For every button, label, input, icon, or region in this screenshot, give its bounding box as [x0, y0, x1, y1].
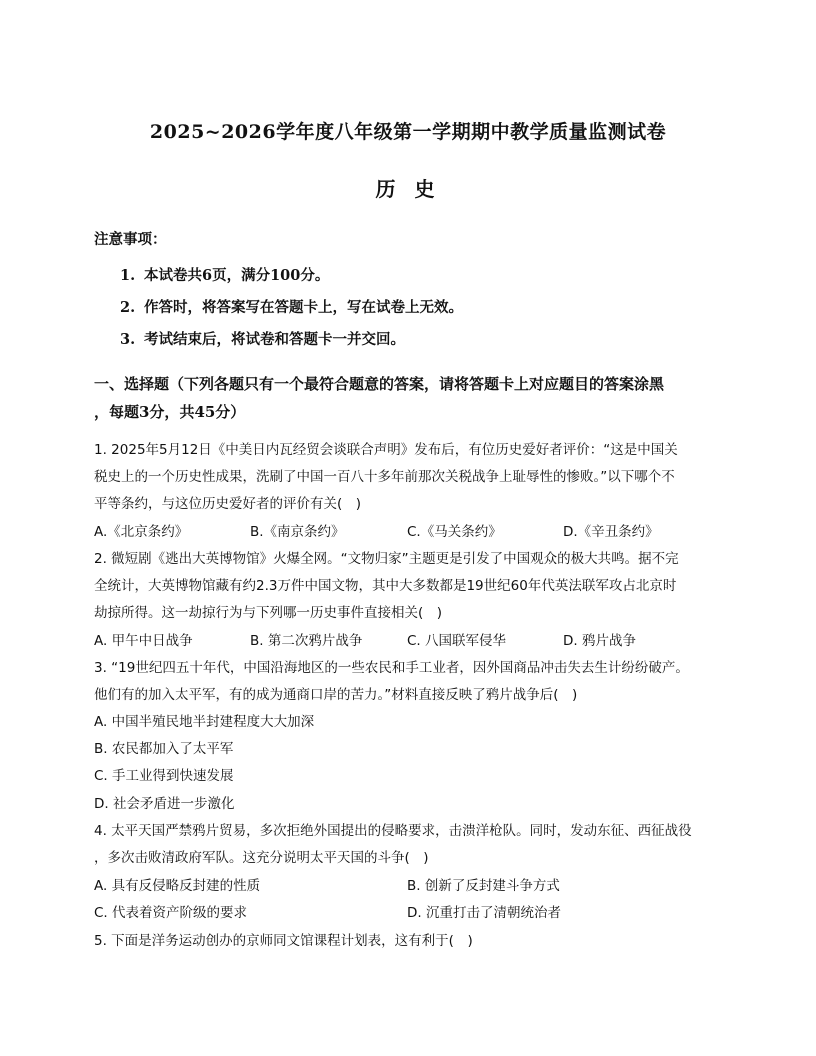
question-3-option-d: D. 社会矛盾进一步激化 — [94, 796, 235, 812]
question-4-text: ，多次击败清政府军队。这充分说明太平天国的斗争( ) — [94, 850, 429, 866]
question-2-text: 劫掠所得。这一劫掠行为与下列哪一历史事件直接相关( ) — [94, 605, 443, 621]
notice-item-number: 3. — [120, 331, 136, 348]
question-1-option-b: B.《南京条约》 — [250, 524, 345, 540]
exam-title: 2025~2026学年度八年级第一学期期中教学质量监测试卷 — [149, 121, 667, 143]
question-4-text: 4. 太平天国严禁鸦片贸易，多次拒绝外国提出的侵略要求，击溃洋枪队。同时，发动东征、西征战役 — [94, 823, 692, 839]
question-3-option-a: A. 中国半殖民地半封建程度大大加深 — [94, 714, 315, 730]
question-5-text: 5. 下面是洋务运动创办的京师同文馆课程计划表，这有利于( ) — [94, 933, 473, 949]
question-2-text: 全统计，大英博物馆藏有约2.3万件中国文物，其中大多数都是19世纪60年代英法联军攻占北京时 — [94, 578, 677, 594]
section-heading-line: ，每题3分，共45分） — [94, 403, 246, 421]
question-1-option-d: D.《辛丑条约》 — [563, 524, 659, 540]
question-3-option-b: B. 农民都加入了太平军 — [94, 741, 234, 757]
question-2-text: 2. 微短剧《逃出大英博物馆》火爆全网。“文物归家”主题更是引发了中国观众的极大共鸣。据不完 — [94, 551, 679, 567]
question-4-option-b: B. 创新了反封建斗争方式 — [407, 878, 560, 894]
notice-item — [120, 296, 463, 317]
question-2-option-d: D. 鸦片战争 — [563, 633, 636, 649]
question-2-option-c: C. 八国联军侵华 — [407, 633, 507, 649]
notice-item-number: 1. — [120, 267, 136, 284]
question-4-option-c: C. 代表着资产阶级的要求 — [94, 905, 248, 921]
section-heading — [94, 370, 734, 426]
question-2-option-a: A. 甲午中日战争 — [94, 633, 193, 649]
question-1-option-c: C.《马关条约》 — [407, 524, 502, 540]
question-1-text: 税史上的一个历史性成果，洗刷了中国一百八十多年前那次关税战争上耻辱性的惨败。”以下哪个不 — [94, 469, 675, 485]
question-4-option-d: D. 沉重打击了清朝统治者 — [407, 905, 561, 921]
notice-item — [120, 264, 329, 285]
notice-item — [120, 328, 405, 349]
question-1-text: 1. 2025年5月12日《中美日内瓦经贸会谈联合声明》发布后，有位历史爱好者评价：“这是中国关 — [94, 442, 678, 458]
subject-title: 历 史 — [375, 177, 441, 201]
notice-item-number: 2. — [120, 299, 136, 316]
question-3-text: 他们有的加入太平军，有的成为通商口岸的苦力。”材料直接反映了鸦片战争后( ) — [94, 687, 578, 703]
notice-item-text: 本试卷共6页，满分100分。 — [144, 267, 330, 284]
question-1-option-a: A.《北京条约》 — [94, 524, 189, 540]
question-3-text: 3. “19世纪四五十年代，中国沿海地区的一些农民和手工业者，因外国商品冲击失去生计纷纷破产。 — [94, 660, 689, 676]
notice-heading: 注意事项： — [94, 231, 167, 248]
notice-item-text: 作答时，将答案写在答题卡上，写在试卷上无效。 — [144, 299, 463, 316]
question-1-text: 平等条约，与这位历史爱好者的评价有关( ) — [94, 496, 362, 512]
question-4-option-a: A. 具有反侵略反封建的性质 — [94, 878, 261, 894]
question-3-option-c: C. 手工业得到快速发展 — [94, 768, 234, 784]
question-2-option-b: B. 第二次鸦片战争 — [250, 633, 363, 649]
notice-item-text: 考试结束后，将试卷和答题卡一并交回。 — [144, 331, 405, 348]
section-heading-line: 一、选择题（下列各题只有一个最符合题意的答案，请将答题卡上对应题目的答案涂黑 — [94, 375, 665, 393]
